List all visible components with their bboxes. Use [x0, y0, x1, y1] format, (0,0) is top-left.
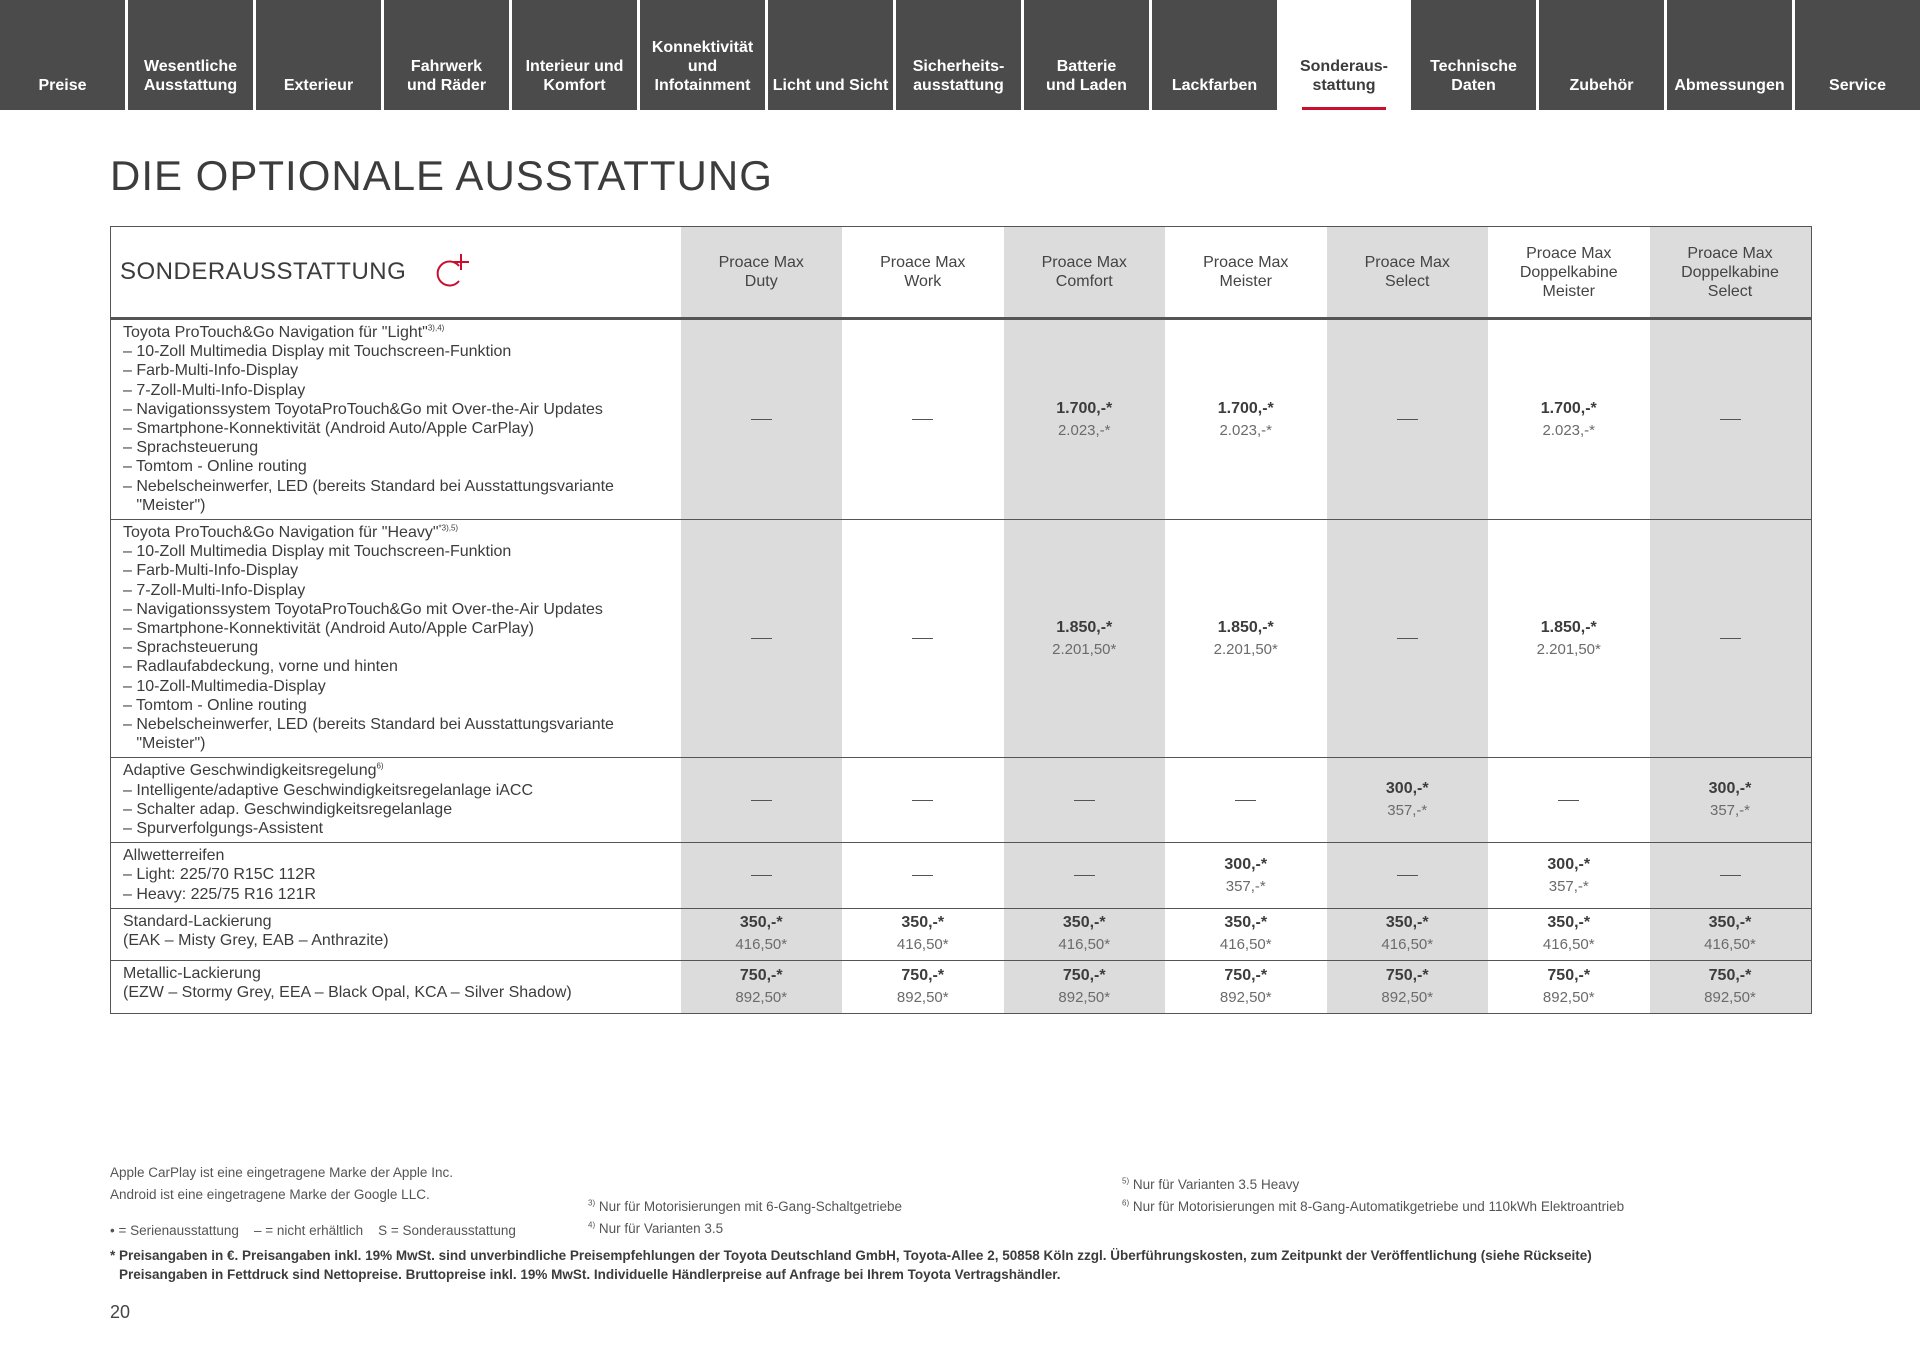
net-price: 350,-*	[901, 914, 945, 932]
description-line: – Smartphone-Konnektivität (Android Auto/Apple CarPlay)	[123, 620, 534, 638]
net-price: 350,-*	[1224, 914, 1268, 932]
gross-price: 2.201,50*	[1213, 640, 1278, 658]
net-price: 1.700,-*	[1540, 399, 1597, 417]
footnote-ref: 6)	[376, 762, 384, 772]
nav-tab[interactable]: Fahrwerk und Räder	[384, 0, 509, 110]
model-header: Proace Max Comfort	[1004, 227, 1166, 319]
price-cell	[681, 319, 843, 520]
price-cell	[1327, 908, 1489, 960]
not-available-dash	[1558, 800, 1579, 801]
price-cell	[1488, 908, 1650, 960]
price-cell	[1650, 908, 1812, 960]
price-cell	[1650, 520, 1812, 758]
gross-price: 892,50*	[735, 988, 788, 1006]
description-line: "Meister")	[123, 735, 206, 753]
description-line: – Schalter adap. Geschwindigkeitsregelanlage	[123, 800, 453, 818]
gross-price: 2.023,-*	[1057, 421, 1111, 439]
price-cell	[1327, 520, 1489, 758]
description-line: – Intelligente/adaptive Geschwindigkeitsregelanlage iACC	[123, 781, 534, 799]
gross-price: 892,50*	[1381, 988, 1434, 1006]
nav-tab[interactable]: Abmessungen	[1667, 0, 1792, 110]
net-price: 1.850,-*	[1217, 618, 1274, 636]
net-price: 1.850,-*	[1056, 618, 1113, 636]
model-header: Proace Max Meister	[1165, 227, 1327, 319]
description-line: – Light: 225/70 R15C 112R	[123, 866, 316, 884]
footnote-ref: 3),4)	[427, 323, 445, 333]
price-cell	[681, 908, 843, 960]
price-cell	[1165, 908, 1327, 960]
description-line: – Tomtom - Online routing	[123, 696, 307, 714]
net-price: 750,-*	[1062, 966, 1106, 984]
net-price: 300,-*	[1224, 855, 1268, 873]
gross-price: 416,50*	[1542, 936, 1595, 954]
not-available-dash	[912, 419, 933, 420]
not-available-dash	[912, 800, 933, 801]
description-line: Toyota ProTouch&Go Navigation für "Heavy"$^{*3),5)}$	[123, 523, 459, 542]
price-cell	[1327, 843, 1489, 909]
price-cell	[1488, 758, 1650, 843]
description-line: Standard-Lackierung	[123, 912, 272, 930]
gross-price: 892,50*	[1219, 988, 1272, 1006]
description-line: – Nebelscheinwerfer, LED (bereits Standard bei Ausstattungsvariante	[123, 477, 614, 495]
gross-price: 357,-*	[1548, 877, 1589, 895]
price-cell	[1165, 319, 1327, 520]
page-title: DIE OPTIONALE AUSSTATTUNG	[110, 152, 773, 199]
net-price: 750,-*	[1385, 966, 1429, 984]
price-cell	[1327, 960, 1489, 1013]
model-header: Proace Max Select	[1327, 227, 1489, 319]
price-cell	[1165, 960, 1327, 1013]
description-line: "Meister")	[123, 496, 206, 514]
model-header: Proace Max Work	[842, 227, 1004, 319]
table-row	[111, 843, 1812, 909]
description-line: Allwetterreifen	[123, 847, 225, 865]
description-line: – Farb-Multi-Info-Display	[123, 362, 299, 380]
gross-price: 357,-*	[1387, 802, 1428, 820]
description-line: – Spurverfolgungs-Assistent	[123, 820, 324, 838]
description-line: (EZW – Stormy Grey, EEA – Black Opal, KCA – Silver Shadow)	[123, 984, 572, 1002]
not-available-dash	[912, 875, 933, 876]
description-line: (EAK – Misty Grey, EAB – Anthrazite)	[123, 932, 389, 950]
nav-tab[interactable]: Sicherheits- ausstattung	[896, 0, 1021, 110]
table-row	[111, 758, 1812, 843]
description-line: – Smartphone-Konnektivität (Android Auto/Apple CarPlay)	[123, 420, 534, 438]
not-available-dash	[751, 875, 772, 876]
net-price: 350,-*	[739, 914, 783, 932]
gross-price: 416,50*	[896, 936, 949, 954]
gross-price: 892,50*	[896, 988, 949, 1006]
price-cell	[842, 908, 1004, 960]
option-description	[111, 319, 681, 520]
gross-price: 892,50*	[1704, 988, 1756, 1006]
trademark-apple: Apple CarPlay ist eine eingetragene Marke der Apple Inc.	[110, 1165, 453, 1180]
option-description	[111, 908, 681, 960]
description-line: – 10-Zoll-Multimedia-Display	[123, 677, 326, 695]
circle-plus-icon	[432, 252, 472, 292]
option-description	[111, 960, 681, 1013]
description-line: – Navigationssystem ToyotaProTouch&Go mit Over-the-Air Updates	[123, 400, 603, 418]
gross-price: 416,50*	[1704, 936, 1756, 954]
price-cell	[842, 758, 1004, 843]
not-available-dash	[912, 638, 933, 639]
price-cell	[1004, 908, 1166, 960]
description-line: Adaptive Geschwindigkeitsregelung$^{6)}$	[123, 762, 384, 780]
price-cell	[1004, 960, 1166, 1013]
not-available-dash	[1397, 638, 1418, 639]
nav-tab[interactable]: Batterie und Laden	[1024, 0, 1149, 110]
option-description	[111, 758, 681, 843]
nav-tab[interactable]: Preise	[0, 0, 125, 110]
price-cell	[1488, 520, 1650, 758]
net-price: 750,-*	[1708, 966, 1752, 984]
table-row	[111, 520, 1812, 758]
footnote-6: $^{6)}$ Nur für Motorisierungen mit 8-Gang-Automatikgetriebe und 110kWh Elektroantrieb	[1122, 1198, 1625, 1214]
model-header: Proace Max Doppelkabine Select	[1650, 227, 1812, 319]
section-label: SONDERAUSSTATTUNG	[120, 258, 407, 285]
price-cell	[681, 520, 843, 758]
net-price: 350,-*	[1385, 914, 1429, 932]
price-note-1: * Preisangaben in €. Preisangaben inkl. 19% MwSt. sind unverbindliche Preisempfehlungen der Toyota Deutschland GmbH, Toyota-Allee 2, 50858 Köln zzgl. Überführungskosten, zum Zeitpunkt der Veröffentlichung (siehe Rückseite)	[110, 1248, 1592, 1263]
price-cell	[1488, 319, 1650, 520]
table-row	[111, 319, 1812, 520]
price-cell	[1327, 319, 1489, 520]
gross-price: 2.023,-*	[1542, 421, 1596, 439]
price-cell	[1165, 843, 1327, 909]
trademark-android: Android ist eine eingetragene Marke der Google LLC.	[110, 1187, 430, 1202]
price-cell	[1488, 843, 1650, 909]
page-number: 20	[110, 1302, 131, 1322]
description-line: – Nebelscheinwerfer, LED (bereits Standard bei Ausstattungsvariante	[123, 716, 614, 734]
price-cell	[1650, 960, 1812, 1013]
description-line: Metallic-Lackierung	[123, 964, 261, 982]
footnote-4: $^{4)}$ Nur für Varianten 3.5	[588, 1220, 724, 1236]
nav-tab[interactable]: Exterieur	[256, 0, 381, 110]
gross-price: 2.201,50*	[1536, 640, 1601, 658]
model-header: Proace Max Duty	[681, 227, 843, 319]
description-line: – Sprachsteuerung	[123, 639, 259, 657]
not-available-dash	[751, 800, 772, 801]
net-price: 300,-*	[1385, 780, 1429, 798]
not-available-dash	[1720, 419, 1741, 420]
description-line: – Radlaufabdeckung, vorne und hinten	[123, 658, 398, 676]
price-cell	[1004, 520, 1166, 758]
nav-tab[interactable]: Service	[1795, 0, 1920, 110]
price-cell	[842, 319, 1004, 520]
section-header-cell	[111, 227, 681, 319]
not-available-dash	[751, 419, 772, 420]
nav-tab[interactable]: Sonderaus- stattung	[1280, 0, 1408, 110]
gross-price: 892,50*	[1542, 988, 1595, 1006]
price-cell	[1004, 843, 1166, 909]
top-navigation	[0, 0, 1920, 110]
option-description	[111, 843, 681, 909]
nav-tab[interactable]: Wesentliche Ausstattung	[128, 0, 253, 110]
footnote-5: $^{5)}$ Nur für Varianten 3.5 Heavy	[1122, 1176, 1300, 1192]
description-line: – Tomtom - Online routing	[123, 458, 307, 476]
description-line: – Navigationssystem ToyotaProTouch&Go mit Over-the-Air Updates	[123, 600, 603, 618]
nav-tab[interactable]: Technische Daten	[1411, 0, 1536, 110]
nav-tab[interactable]: Interieur und Komfort	[512, 0, 637, 110]
price-note-2: Preisangaben in Fettdruck sind Nettopreise. Bruttopreise inkl. 19% MwSt. Individuelle Händlerpreise auf Anfrage bei Ihrem Toyota Vertragshändler.	[119, 1267, 1061, 1282]
gross-price: 416,50*	[735, 936, 788, 954]
price-cell	[1004, 758, 1166, 843]
nav-tab[interactable]: Lackfarben	[1152, 0, 1277, 110]
net-price: 750,-*	[739, 966, 783, 984]
price-cell	[842, 520, 1004, 758]
description-line: – Heavy: 225/75 R16 121R	[123, 885, 317, 903]
gross-price: 357,-*	[1709, 802, 1751, 820]
legend: • = Serienausstattung – = nicht erhältlich S = Sonderausstattung	[110, 1223, 516, 1238]
nav-tab[interactable]: Konnektivität und Infotainment	[640, 0, 765, 110]
not-available-dash	[1720, 875, 1741, 876]
not-available-dash	[1235, 800, 1256, 801]
description-line: – 7-Zoll-Multi-Info-Display	[123, 581, 306, 599]
not-available-dash	[1720, 638, 1741, 639]
net-price: 1.850,-*	[1540, 618, 1597, 636]
option-description	[111, 520, 681, 758]
net-price: 1.700,-*	[1217, 399, 1274, 417]
net-price: 350,-*	[1708, 914, 1752, 932]
gross-price: 357,-*	[1225, 877, 1266, 895]
price-cell	[681, 758, 843, 843]
gross-price: 416,50*	[1219, 936, 1272, 954]
not-available-dash	[1074, 800, 1095, 801]
gross-price: 2.201,50*	[1052, 640, 1117, 658]
gross-price: 416,50*	[1058, 936, 1111, 954]
net-price: 750,-*	[1547, 966, 1591, 984]
table-row	[111, 960, 1812, 1013]
price-cell	[1650, 319, 1812, 520]
options-table	[110, 226, 1812, 1014]
gross-price: 892,50*	[1058, 988, 1111, 1006]
description-line: – 7-Zoll-Multi-Info-Display	[123, 381, 306, 399]
description-line: – 10-Zoll Multimedia Display mit Touchscreen-Funktion	[123, 343, 512, 361]
table-header-row	[111, 227, 1812, 319]
price-cell	[842, 843, 1004, 909]
price-cell	[842, 960, 1004, 1013]
net-price: 300,-*	[1708, 780, 1752, 798]
not-available-dash	[1397, 875, 1418, 876]
gross-price: 2.023,-*	[1219, 421, 1273, 439]
model-header: Proace Max Doppelkabine Meister	[1488, 227, 1650, 319]
not-available-dash	[1074, 875, 1095, 876]
description-line: – 10-Zoll Multimedia Display mit Touchscreen-Funktion	[123, 543, 512, 561]
footnote-ref: *3),5)	[438, 523, 459, 533]
footnote-3: $^{3)}$ Nur für Motorisierungen mit 6-Gang-Schaltgetriebe	[588, 1198, 903, 1214]
price-cell	[1327, 758, 1489, 843]
not-available-dash	[751, 638, 772, 639]
price-cell	[1488, 960, 1650, 1013]
gross-price: 416,50*	[1381, 936, 1434, 954]
price-cell	[1004, 319, 1166, 520]
net-price: 750,-*	[1224, 966, 1268, 984]
description-line: – Farb-Multi-Info-Display	[123, 562, 299, 580]
net-price: 750,-*	[901, 966, 945, 984]
price-cell	[681, 960, 843, 1013]
net-price: 300,-*	[1547, 855, 1591, 873]
net-price: 1.700,-*	[1056, 399, 1113, 417]
net-price: 350,-*	[1062, 914, 1106, 932]
price-cell	[1165, 758, 1327, 843]
not-available-dash	[1397, 419, 1418, 420]
price-cell	[1165, 520, 1327, 758]
price-cell	[681, 843, 843, 909]
table-row	[111, 908, 1812, 960]
description-line: Toyota ProTouch&Go Navigation für "Light"$^{3),4)}$	[123, 323, 445, 341]
price-cell	[1650, 758, 1812, 843]
net-price: 350,-*	[1547, 914, 1591, 932]
price-cell	[1650, 843, 1812, 909]
nav-tab[interactable]: Zubehör	[1539, 0, 1664, 110]
nav-tab[interactable]: Licht und Sicht	[768, 0, 893, 110]
description-line: – Sprachsteuerung	[123, 439, 259, 457]
